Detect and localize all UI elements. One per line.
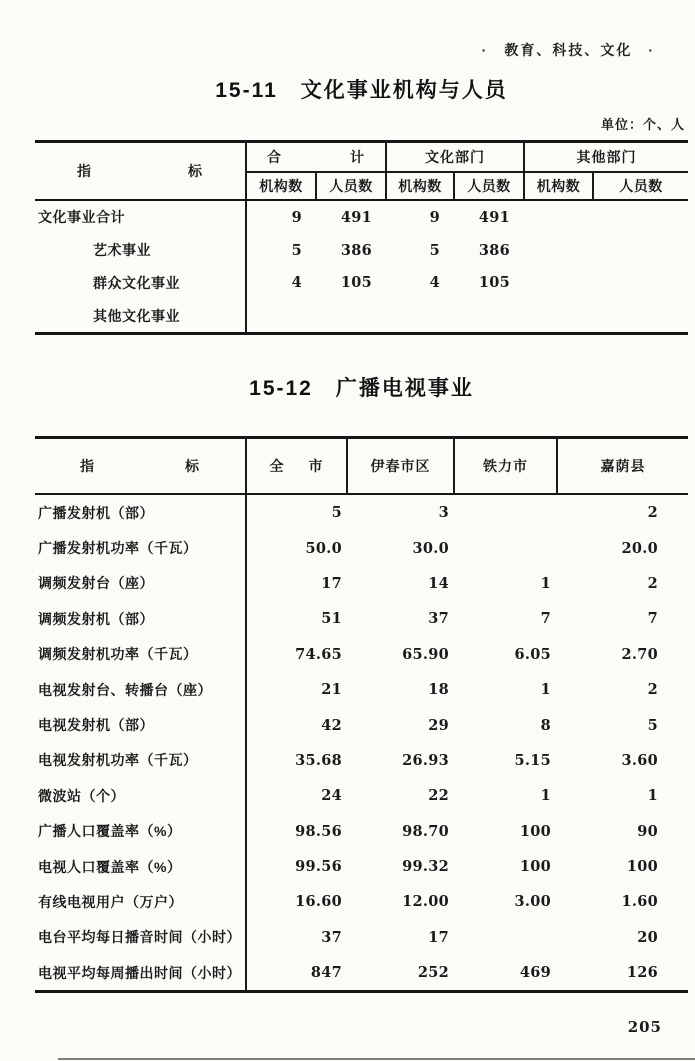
value-cell: 51 [321,610,342,628]
value-cell [385,299,453,332]
value-cell: 22 [428,787,449,805]
value-cell: 491 [340,208,372,226]
value-cell: 20.0 [621,539,658,557]
row-label: 电视发射台、转播台（座） [35,672,247,707]
value-cell: 2 [647,574,658,592]
table1-subheader-personnel: 人员数 [592,171,688,199]
value-cell: 105 [478,274,510,292]
table1-subheader-personnel: 人员数 [315,171,385,199]
value-cell: 9 [291,208,302,226]
value-cell: 7 [647,610,658,628]
value-cell: 9 [429,208,440,226]
value-cell: 65.90 [402,645,449,663]
value-cell: 16.60 [295,893,342,911]
value-cell [455,920,558,955]
value-cell: 469 [519,964,551,982]
header-text: 标 [185,458,200,474]
row-label: 广播人口覆盖率（%） [35,814,247,849]
row-label: 电视平均每周播出时间（小时） [35,955,247,990]
value-cell: 14 [428,574,449,592]
value-cell: 5 [647,716,658,734]
value-cell: 42 [321,716,342,734]
value-cell: 35.68 [295,751,342,769]
unit-note: 单位：个、人 [600,117,685,132]
value-cell: 90 [637,822,658,840]
row-label: 其他文化事业 [35,299,247,332]
value-cell: 386 [478,241,510,259]
value-cell: 5 [291,241,302,259]
row-label: 调频发射机（部） [35,601,247,636]
value-cell: 37 [321,928,342,946]
header-text: 标 [188,163,203,179]
value-cell: 26.93 [402,751,449,769]
value-cell: 1 [540,681,551,699]
row-label: 电视发射机功率（千瓦） [35,743,247,778]
table1-title: 15-11 文化事业机构与人员 [215,79,508,102]
table2-body [35,495,688,993]
value-cell: 4 [429,274,440,292]
value-cell: 21 [321,681,342,699]
table2-header-jiayin-county: 嘉荫县 [600,458,646,474]
value-cell [453,299,523,332]
table1-body [35,201,688,335]
value-cell: 3.60 [621,751,658,769]
value-cell: 1.60 [621,893,658,911]
value-cell: 98.56 [295,822,342,840]
value-cell [592,299,688,332]
header-text: 计 [350,149,365,165]
header-text: 全 [269,458,285,474]
value-cell: 12.00 [402,893,449,911]
row-label: 电视人口覆盖率（%） [35,849,247,884]
value-cell [247,299,315,332]
value-cell: 100 [519,822,551,840]
row-label: 调频发射台（座） [35,566,247,601]
table1-header-group-other-dept: 其他部门 [523,143,688,171]
value-cell: 5 [331,504,342,522]
value-cell: 3 [438,504,449,522]
row-label: 微波站（个） [35,778,247,813]
page-number: 205 [627,1018,662,1036]
value-cell: 100 [519,858,551,876]
table2-header-whole-city [247,439,348,493]
table1-subheader-institutions: 机构数 [523,171,592,199]
header-text: 指 [77,163,92,179]
value-cell: 386 [340,241,372,259]
value-cell: 3.00 [514,893,551,911]
value-cell: 8 [540,716,551,734]
value-cell: 50.0 [305,539,342,557]
value-cell: 4 [291,274,302,292]
value-cell: 105 [340,274,372,292]
value-cell: 29 [428,716,449,734]
value-cell: 99.56 [295,858,342,876]
value-cell: 17 [428,928,449,946]
row-label: 文化事业合计 [35,201,247,234]
row-label: 电台平均每日播音时间（小时） [35,920,247,955]
header-text: 指 [80,458,95,474]
value-cell [523,299,592,332]
table1-subheader-institutions: 机构数 [385,171,453,199]
value-cell: 2 [647,504,658,522]
header-text: 合 [267,149,282,165]
value-cell: 5.15 [514,751,551,769]
value-cell [523,267,592,300]
table2-header-yichun-district: 伊春市区 [348,439,455,493]
value-cell: 1 [540,787,551,805]
value-cell [592,234,688,267]
value-cell: 2 [647,681,658,699]
table1-header-group-total [247,143,385,171]
value-cell: 1 [647,787,658,805]
value-cell [592,267,688,300]
value-cell: 491 [478,208,510,226]
value-cell [455,530,558,565]
value-cell: 74.65 [295,645,342,663]
value-cell: 37 [428,610,449,628]
value-cell: 18 [428,681,449,699]
value-cell: 24 [321,787,342,805]
value-cell: 847 [310,964,342,982]
table1-subheader-institutions: 机构数 [247,171,315,199]
row-label: 调频发射机功率（千瓦） [35,637,247,672]
table2-header-tieli-city: 铁力市 [455,439,558,493]
row-label: 群众文化事业 [35,267,247,300]
value-cell [592,201,688,234]
value-cell: 2.70 [621,645,658,663]
row-label: 广播发射机（部） [35,495,247,530]
row-label: 艺术事业 [35,234,247,267]
value-cell: 20 [637,928,658,946]
value-cell [455,495,558,530]
row-label: 电视发射机（部） [35,707,247,742]
value-cell: 126 [626,964,658,982]
value-cell: 30.0 [412,539,449,557]
table2-header-indicator [35,439,247,493]
running-head: · 教育、科技、文化 · [481,42,655,58]
value-cell: 252 [417,964,449,982]
row-label: 有线电视用户（万户） [35,884,247,919]
table1-subheader-personnel: 人员数 [453,171,523,199]
table2-radio-tv [35,436,688,993]
value-cell: 17 [321,574,342,592]
value-cell [523,234,592,267]
row-label: 广播发射机功率（千瓦） [35,530,247,565]
value-cell: 98.70 [402,822,449,840]
value-cell: 7 [540,610,551,628]
value-cell: 1 [540,574,551,592]
value-cell: 100 [626,858,658,876]
value-cell: 6.05 [514,645,551,663]
header-text: 市 [308,458,324,474]
table2-header [35,436,688,495]
table1-header [35,140,688,201]
table2-title: 15-12 广播电视事业 [249,377,474,400]
value-cell [315,299,385,332]
table1-header-group-culture-dept: 文化部门 [385,143,523,171]
value-cell: 99.32 [402,858,449,876]
table1-culture-institutions [35,140,688,335]
value-cell: 5 [429,241,440,259]
scan-edge-artifact [58,1058,695,1060]
value-cell [523,201,592,234]
table1-header-indicator [35,143,247,199]
